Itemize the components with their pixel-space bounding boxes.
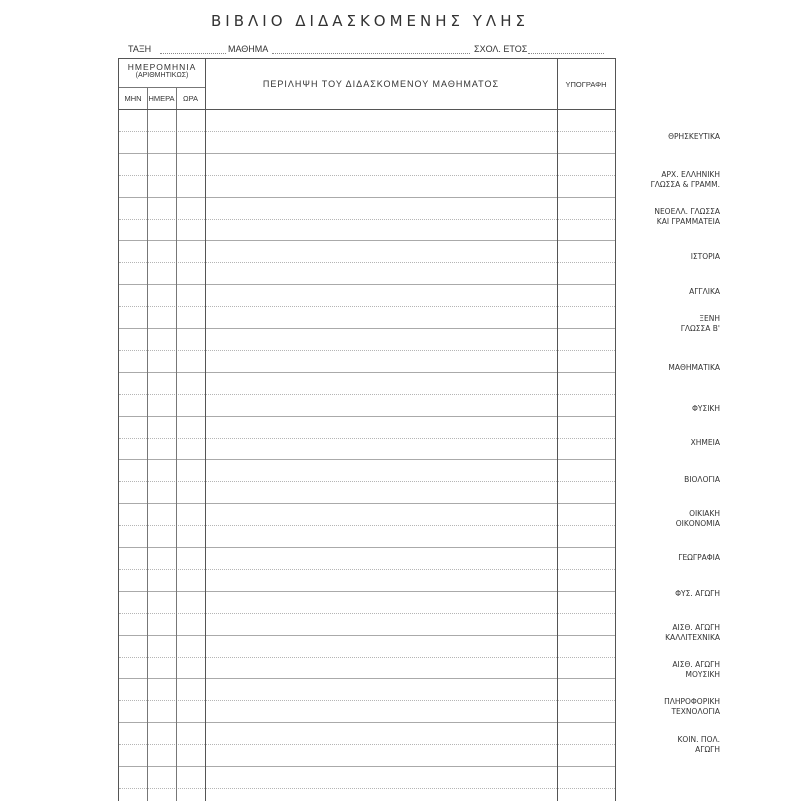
table-row-line <box>119 153 615 154</box>
table-row-line <box>119 722 615 723</box>
table-row-line <box>119 394 615 395</box>
month-day-divider <box>147 87 148 801</box>
table-row-line <box>119 700 615 701</box>
subject-label-line: ΑΓΩΓΗ <box>695 745 720 754</box>
subject-label-line: ΙΣΤΟΡΙΑ <box>690 252 720 261</box>
date-header: ΗΜΕΡΟΜΗΝΙΑ <box>127 62 197 72</box>
summary-header: ΠΕΡΙΛΗΨΗ ΤΟΥ ΔΙΔΑΣΚΟΜΕΝΟΥ ΜΑΘΗΜΑΤΟΣ <box>262 79 500 89</box>
subject-label-line: ΒΙΟΛΟΓΙΑ <box>684 475 720 484</box>
subject-label <box>620 735 720 755</box>
table-row-line <box>119 459 615 460</box>
subject-label-line: ΟΙΚΙΑΚΗ <box>689 509 720 518</box>
subject-label-line: ΓΛΩΣΣΑ Β' <box>680 324 720 333</box>
subject-label-line: ΝΕΟΕΛΛ. ΓΛΩΣΣΑ <box>654 207 720 216</box>
table-row-line <box>119 766 615 767</box>
subject-label-line: ΘΡΗΣΚΕΥΤΙΚΑ <box>668 132 720 141</box>
subject-label <box>620 132 720 142</box>
table-row-line <box>119 438 615 439</box>
day-hour-divider <box>176 87 177 801</box>
subject-label-line: ΧΗΜΕΙΑ <box>690 438 720 447</box>
school-year-field[interactable] <box>528 53 604 54</box>
subject-label <box>620 252 720 262</box>
subject-label-line: ΚΑΙ ΓΡΑΜΜΑΤΕΙΑ <box>656 217 720 226</box>
subject-label <box>620 207 720 227</box>
table-row-line <box>119 635 615 636</box>
subject-label-line: ΚΑΛΛΙΤΕΧΝΙΚΑ <box>665 633 720 642</box>
table-row-line <box>119 657 615 658</box>
day-header: ΗΜΕΡΑ <box>148 94 175 103</box>
subject-label-line: ΓΛΩΣΣΑ & ΓΡΑΜΜ. <box>650 180 720 189</box>
subject-field[interactable] <box>272 53 470 54</box>
subject-label-line: ΞΕΝΗ <box>699 314 720 323</box>
table-row-line <box>119 788 615 789</box>
table-row-line <box>119 262 615 263</box>
table-rows <box>119 59 615 801</box>
table-row-line <box>119 525 615 526</box>
table-row-line <box>119 284 615 285</box>
subject-label-line: ΦΥΣ. ΑΓΩΓΗ <box>675 589 720 598</box>
table-row-line <box>119 744 615 745</box>
subject-label <box>620 475 720 485</box>
school-year-label: ΣΧΟΛ. ΕΤΟΣ <box>474 44 528 54</box>
date-subheader: (ΑΡΙΘΜΗΤΙΚΩΣ) <box>135 72 189 79</box>
table-row-line <box>119 547 615 548</box>
page-title: ΒΙΒΛΙΟ ΔΙΔΑΣΚΟΜΕΝΗΣ ΥΛΗΣ <box>211 12 529 30</box>
subject-label-line: ΟΙΚΟΝΟΜΙΑ <box>675 519 720 528</box>
subject-label: ΜΑΘΗΜΑ <box>228 44 269 54</box>
table-row-line <box>119 328 615 329</box>
table-row-line <box>119 240 615 241</box>
table-row-line <box>119 131 615 132</box>
subject-label-line: ΜΑΘΗΜΑΤΙΚΑ <box>668 363 720 372</box>
subject-label-line: ΦΥΣΙΚΗ <box>692 404 720 413</box>
subject-label-line: ΑΓΓΛΙΚΑ <box>689 287 720 296</box>
subject-label <box>620 363 720 373</box>
subject-label-line: ΚΟΙΝ. ΠΟΛ. <box>677 735 720 744</box>
class-label: ΤΑΞΗ <box>128 44 152 54</box>
subject-label-line: ΜΟΥΣΙΚΗ <box>685 670 720 679</box>
subject-label <box>620 404 720 414</box>
subject-label <box>620 314 720 334</box>
subject-label-line: ΑΙΣΘ. ΑΓΩΓΗ <box>672 660 720 669</box>
subject-label-line: ΑΙΣΘ. ΑΓΩΓΗ <box>672 623 720 632</box>
subjects-list <box>624 0 720 800</box>
subject-label-line: ΤΕΧΝΟΛΟΓΙΑ <box>671 707 720 716</box>
signature-header: ΥΠΟΓΡΑΦΗ <box>565 80 607 89</box>
date-column-divider <box>205 59 206 801</box>
hour-header: ΩΡΑ <box>182 94 199 103</box>
subject-label <box>620 660 720 680</box>
table-row-line <box>119 481 615 482</box>
subject-label <box>620 697 720 717</box>
table-row-line <box>119 197 615 198</box>
table-row-line <box>119 219 615 220</box>
table-row-line <box>119 591 615 592</box>
subject-label <box>620 623 720 643</box>
signature-column-divider <box>557 59 558 801</box>
table-row-line <box>119 613 615 614</box>
table-row-line <box>119 306 615 307</box>
table-row-line <box>119 503 615 504</box>
subject-label-line: ΠΛΗΡΟΦΟΡΙΚΗ <box>664 697 720 706</box>
subject-label <box>620 509 720 529</box>
table-row-line <box>119 175 615 176</box>
subject-label-line: ΑΡΧ. ΕΛΛΗΝΙΚΗ <box>661 170 720 179</box>
table-row-line <box>119 416 615 417</box>
subject-label <box>620 287 720 297</box>
date-subheader-divider <box>119 87 205 88</box>
subject-label <box>620 170 720 190</box>
lesson-table <box>118 58 616 801</box>
table-row-line <box>119 569 615 570</box>
table-row-line <box>119 678 615 679</box>
month-header: ΜΗΝ <box>124 94 142 103</box>
subject-label <box>620 553 720 563</box>
table-row-line <box>119 372 615 373</box>
subject-label <box>620 438 720 448</box>
header-bottom-line <box>119 109 615 110</box>
class-field[interactable] <box>160 53 226 54</box>
subject-label <box>620 589 720 599</box>
subject-label-line: ΓΕΩΓΡΑΦΙΑ <box>678 553 720 562</box>
table-row-line <box>119 350 615 351</box>
